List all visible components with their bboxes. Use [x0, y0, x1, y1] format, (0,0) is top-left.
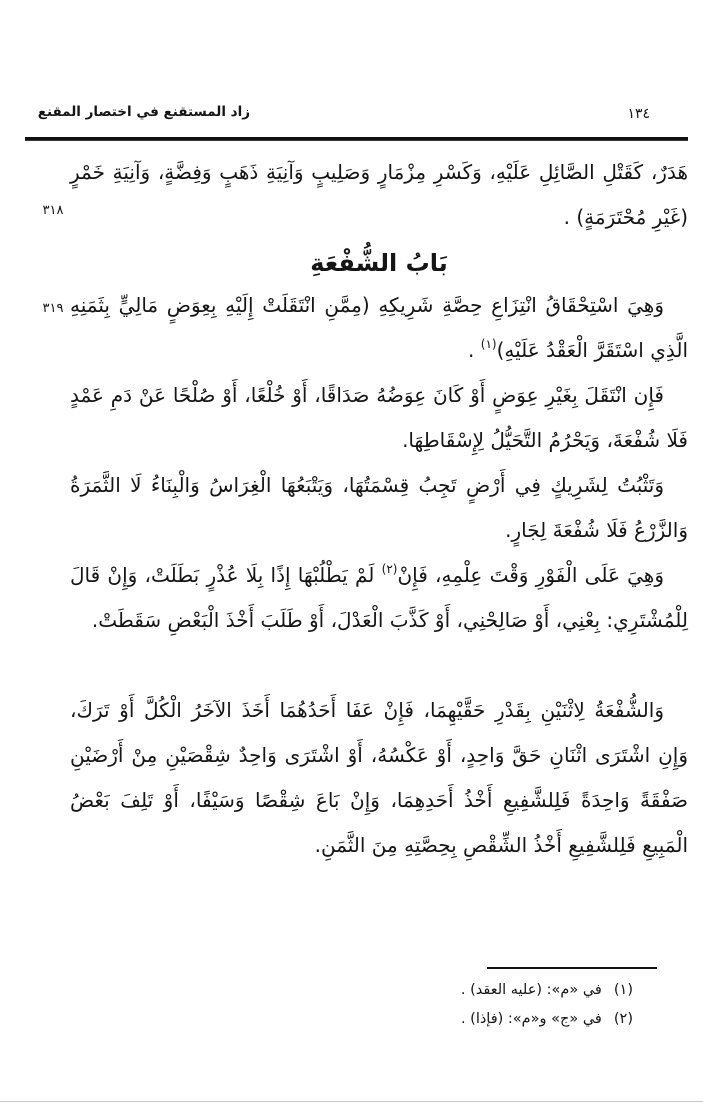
paragraph-transfer-without-compensation [70, 373, 688, 463]
paragraph-text: لَمْ يَطْلُبْهَا إِذًا بِلَا عُذْرٍ بَطَلَتْ، وَإِنْ قَالَ لِلْمُشْتَرِي: بِعْنِي، أَوْ صَالِحْنِي، أَوْ كَذَّبَ الْعَدْلَ، أَوْ طَلَبَ أَخْذَ الْبَعْضِ سَقَطَتْ. [70, 563, 688, 632]
margin-section-number-319: ٣١٩ [42, 301, 64, 316]
footnote-1-marker: (١) [613, 982, 633, 998]
footnote-2 [333, 1005, 633, 1034]
chapter-heading: بَابُ الشُّفْعَةِ [310, 249, 448, 277]
footnote-ref-1: (١) [480, 337, 497, 351]
footnotes-block [333, 976, 633, 1034]
page-number: ١٣٤ [627, 106, 650, 122]
paragraph-text: وَتَثْبُتُ لِشَرِيكٍ فِي أَرْضٍ تَجِبُ قِسْمَتُهَا، وَيَتْبَعُهَا الْغِرَاسُ وَالْبِنَاءُ لَا الثَّمَرَةُ وَالزَّرْعُ فَلَا شُفْعَةَ لِجَارٍ. [70, 473, 688, 542]
paragraph-text: وَهِيَ اسْتِحْقَاقُ انْتِزَاعِ حِصَّةِ شَرِيكِهِ (مِمَّنِ انْتَقَلَتْ إِلَيْهِ بِعِوَضٍ مَالِيٍّ بِثَمَنِهِ الَّذِي اسْتَقَرَّ الْعَقْدُ عَلَيْهِ) [70, 293, 688, 362]
paragraph-partner-in-land [70, 463, 688, 553]
footnote-2-text: في «ج» و«م»: (فإذا) . [460, 1011, 602, 1027]
paragraph-text: وَالشُّفْعَةُ لِاثْنَيْنِ بِقَدْرِ حَقَّيْهِمَا، فَإِنْ عَفَا أَحَدُهُمَا أَخَذَ الآخَرُ الْكُلَّ أَوْ تَرَكَ، وَإِنِ اشْتَرَى اثْنَانِ حَقَّ وَاحِدٍ، أَوْ عَكْسُهُ، أَوْ اشْتَرَى وَاحِدٌ شِقْصَيْنِ مِنْ أَرْضَيْنِ صَفْقَةً وَاحِدَةً فَلِلشَّفِيعِ أَخْذُ أَحَدِهِمَا، وَإِنْ بَاعَ شِقْصًا وَسَيْفًا، أَوْ تَلِفَ بَعْضُ الْمَبِيعِ فَلِلشَّفِيعِ أَخْذُ الشِّقْصِ بِحِصَّتِهِ مِنَ الثَّمَنِ. [70, 698, 688, 857]
footnote-2-marker: (٢) [613, 1011, 633, 1027]
paragraph-text: . [468, 338, 481, 362]
paragraph-text: وَهِيَ عَلَى الْفَوْرِ وَقْتَ عِلْمِهِ، فَإِنْ [397, 563, 665, 587]
header-rule [25, 137, 688, 141]
paragraph-text: فَإِن انْتَقَلَ بِغَيْرِ عِوَضٍ أَوْ كَانَ عِوَضُهُ صَدَاقًا، أَوْ خُلْعًا، أَوْ صُلْحًا عَنْ دَمِ عَمْدٍ فَلَا شُفْعَةَ، وَيَحْرُمُ التَّحَيُّلُ لِإِسْقَاطِهَا. [70, 383, 688, 452]
scan-bottom-edge [0, 1101, 703, 1102]
footnote-1-text: في «م»: (عليه العقد) . [460, 982, 602, 998]
paragraph-immediacy-of-claim [70, 553, 688, 643]
footnote-separator-rule [487, 967, 657, 969]
paragraph-continuation: هَدَرٌ، كَقَتْلِ الصَّائِلِ عَلَيْهِ، وَكَسْرِ مِزْمَارٍ وَصَلِيبٍ وَآنِيَةِ ذَهَبٍ وَفِضَّةٍ، وَآنِيَةِ خَمْرٍ (غَيْرِ مُحْتَرَمَةٍ) . [70, 160, 688, 229]
footnote-ref-2: (٢) [381, 562, 398, 576]
running-header-book-title: زاد المستقنع في اختصار المقنع [37, 104, 250, 120]
paragraph-shufah-definition [70, 283, 688, 373]
margin-section-number-318: ٣١٨ [42, 203, 64, 218]
paragraph-two-claimants-shares [70, 688, 688, 868]
footnote-1 [333, 976, 633, 1005]
